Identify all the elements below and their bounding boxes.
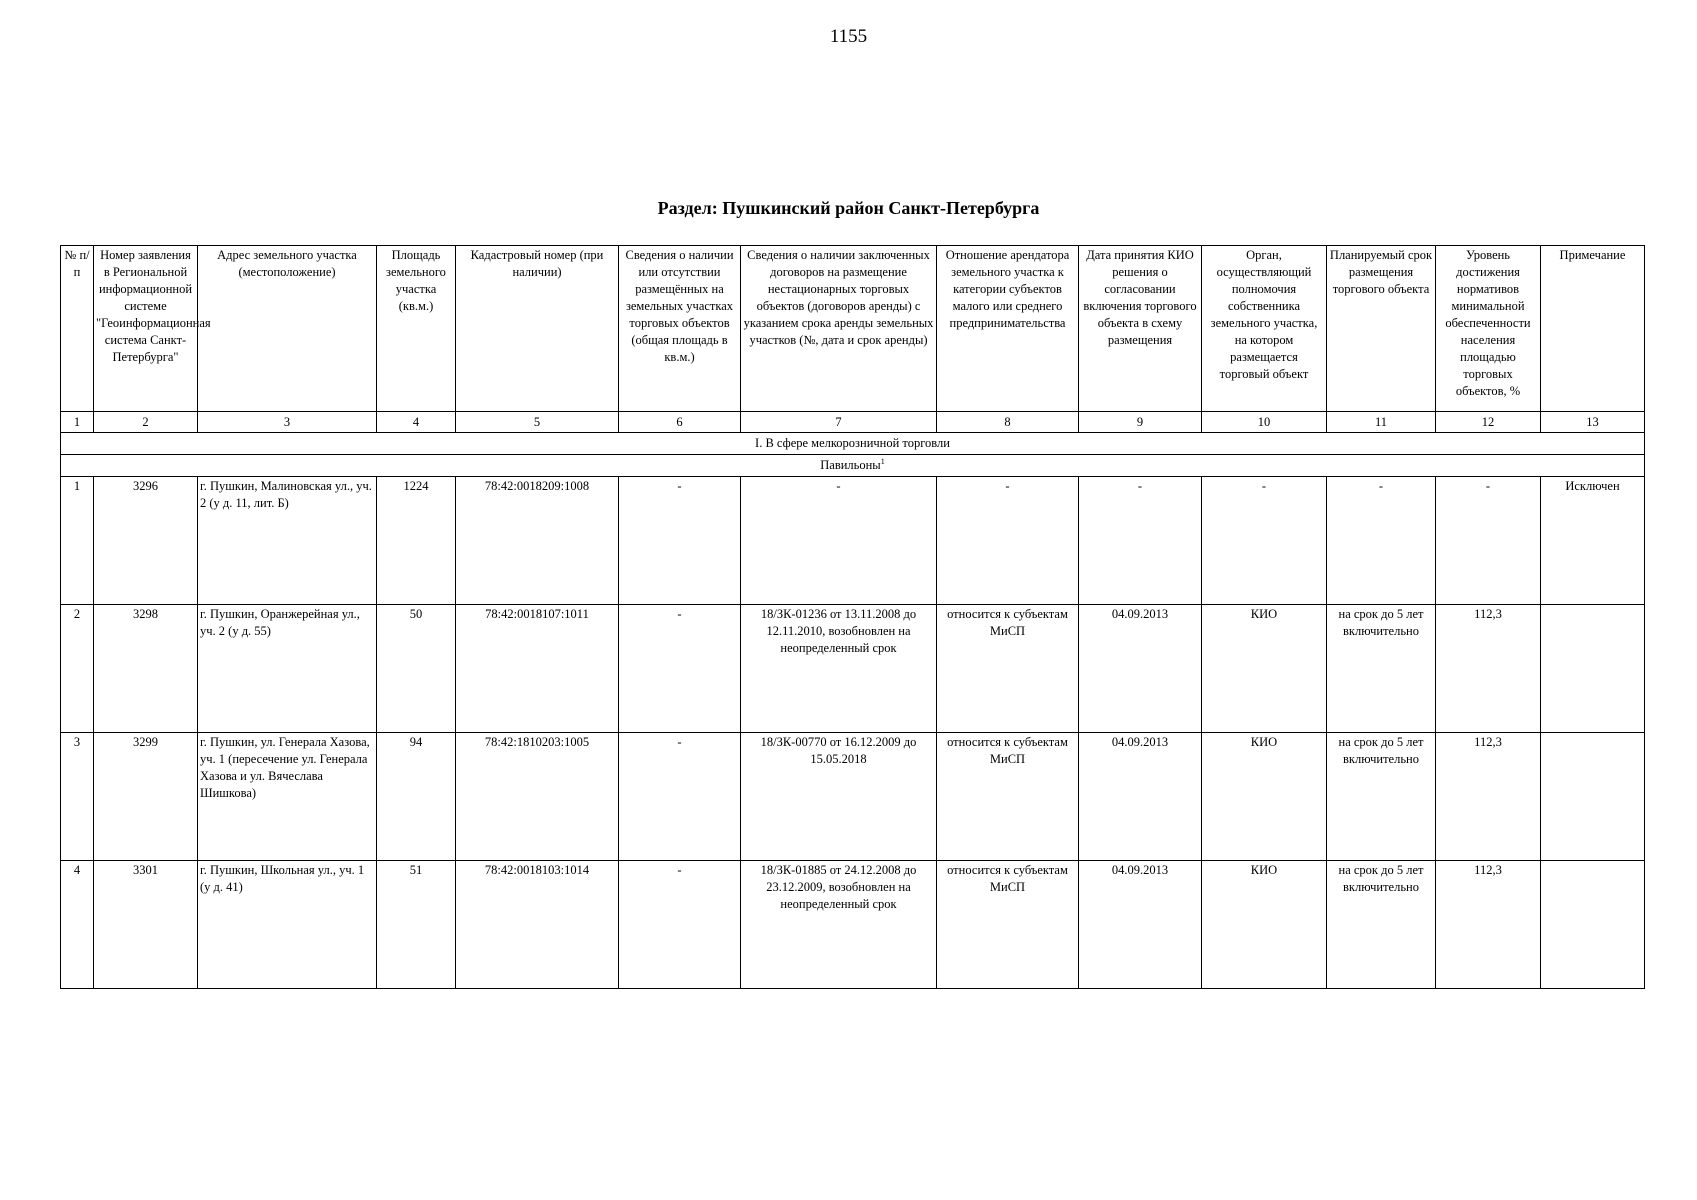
cell-existing: - <box>619 605 741 733</box>
cell-application: 3299 <box>94 733 198 861</box>
section-title: Раздел: Пушкинский район Санкт-Петербурга <box>657 198 1040 218</box>
column-number: 3 <box>198 412 377 433</box>
cell-contracts: - <box>741 477 937 605</box>
footnote-marker: 1 <box>880 456 885 466</box>
table-row <box>61 605 1645 733</box>
cell-term: на срок до 5 лет включительно <box>1327 861 1436 989</box>
header-authority: Орган, осуществляющий полномочия собственника земельного участка, на котором размещается торговый объект <box>1202 246 1327 412</box>
cell-address: г. Пушкин, ул. Генерала Хазова, уч. 1 (пересечение ул. Генерала Хазова и ул. Вячеслава Шишкова) <box>198 733 377 861</box>
cell-authority: КИО <box>1202 733 1327 861</box>
header-contracts: Сведения о наличии заключенных договоров на размещение нестационарных торговых объектов (договоров аренды) с указанием срока аренды земельных участков (№, дата и срок аренды) <box>741 246 937 412</box>
group-row <box>61 433 1645 455</box>
column-number: 1 <box>61 412 94 433</box>
cell-cadastral: 78:42:1810203:1005 <box>456 733 619 861</box>
cell-authority: - <box>1202 477 1327 605</box>
cell-num: 2 <box>61 605 94 733</box>
header-decision-date: Дата принятия КИО решения о согласовании включения торгового объекта в схему размещения <box>1079 246 1202 412</box>
column-number: 11 <box>1327 412 1436 433</box>
cell-area: 50 <box>377 605 456 733</box>
cell-area: 94 <box>377 733 456 861</box>
cell-level: - <box>1436 477 1541 605</box>
header-address: Адрес земельного участка (местоположение) <box>198 246 377 412</box>
page-number: 1155 <box>829 26 868 47</box>
cell-level: 112,3 <box>1436 733 1541 861</box>
cell-decision-date: 04.09.2013 <box>1079 605 1202 733</box>
cell-authority: КИО <box>1202 861 1327 989</box>
column-number: 4 <box>377 412 456 433</box>
cell-area: 1224 <box>377 477 456 605</box>
cell-authority: КИО <box>1202 605 1327 733</box>
cell-num: 4 <box>61 861 94 989</box>
cell-cadastral: 78:42:0018103:1014 <box>456 861 619 989</box>
cell-contracts: 18/ЗК-01885 от 24.12.2008 до 23.12.2009, возобновлен на неопределенный срок <box>741 861 937 989</box>
header-num: № п/п <box>61 246 94 412</box>
column-number: 2 <box>94 412 198 433</box>
cell-smb: относится к субъектам МиСП <box>937 861 1079 989</box>
cell-application: 3296 <box>94 477 198 605</box>
cell-decision-date: 04.09.2013 <box>1079 861 1202 989</box>
group-title: I. В сфере мелкорозничной торговли <box>61 433 1645 455</box>
table-row <box>61 733 1645 861</box>
cell-cadastral: 78:42:0018107:1011 <box>456 605 619 733</box>
header-cadastral-number: Кадастровый номер (при наличии) <box>456 246 619 412</box>
cell-address: г. Пушкин, Малиновская ул., уч. 2 (у д. 11, лит. Б) <box>198 477 377 605</box>
column-numbers-row <box>61 412 1645 433</box>
column-number: 7 <box>741 412 937 433</box>
header-planned-term: Планируемый срок размещения торгового объекта <box>1327 246 1436 412</box>
column-number: 9 <box>1079 412 1202 433</box>
cell-note <box>1541 733 1645 861</box>
table-row <box>61 861 1645 989</box>
trade-objects-table <box>60 245 1645 989</box>
cell-term: на срок до 5 лет включительно <box>1327 605 1436 733</box>
header-note: Примечание <box>1541 246 1645 412</box>
cell-decision-date: 04.09.2013 <box>1079 733 1202 861</box>
cell-existing: - <box>619 477 741 605</box>
column-number: 5 <box>456 412 619 433</box>
table-row <box>61 477 1645 605</box>
column-number: 12 <box>1436 412 1541 433</box>
header-existing-objects: Сведения о наличии или отсутствии размещённых на земельных участках торговых объектов (общая площадь в кв.м.) <box>619 246 741 412</box>
cell-decision-date: - <box>1079 477 1202 605</box>
column-number: 10 <box>1202 412 1327 433</box>
cell-num: 3 <box>61 733 94 861</box>
subgroup-title: Павильоны <box>820 458 881 472</box>
cell-smb: относится к субъектам МиСП <box>937 605 1079 733</box>
header-application-number: Номер заявления в Региональной информационной системе "Геоинформационная система Санкт-Петербурга" <box>94 246 198 412</box>
cell-smb: относится к субъектам МиСП <box>937 733 1079 861</box>
cell-existing: - <box>619 861 741 989</box>
cell-contracts: 18/ЗК-00770 от 16.12.2009 до 15.05.2018 <box>741 733 937 861</box>
subgroup-row <box>61 455 1645 477</box>
cell-note <box>1541 861 1645 989</box>
cell-application: 3301 <box>94 861 198 989</box>
cell-existing: - <box>619 733 741 861</box>
cell-area: 51 <box>377 861 456 989</box>
column-number: 13 <box>1541 412 1645 433</box>
column-number: 8 <box>937 412 1079 433</box>
cell-level: 112,3 <box>1436 861 1541 989</box>
cell-address: г. Пушкин, Оранжерейная ул., уч. 2 (у д. 55) <box>198 605 377 733</box>
cell-smb: - <box>937 477 1079 605</box>
cell-note: Исключен <box>1541 477 1645 605</box>
cell-address: г. Пушкин, Школьная ул., уч. 1 (у д. 41) <box>198 861 377 989</box>
header-provision-level: Уровень достижения нормативов минимальной обеспеченности населения площадью торговых объектов, % <box>1436 246 1541 412</box>
cell-term: - <box>1327 477 1436 605</box>
cell-cadastral: 78:42:0018209:1008 <box>456 477 619 605</box>
table-header-row <box>61 246 1645 412</box>
cell-level: 112,3 <box>1436 605 1541 733</box>
cell-num: 1 <box>61 477 94 605</box>
cell-note <box>1541 605 1645 733</box>
column-number: 6 <box>619 412 741 433</box>
cell-contracts: 18/ЗК-01236 от 13.11.2008 до 12.11.2010, возобновлен на неопределенный срок <box>741 605 937 733</box>
header-smb-category: Отношение арендатора земельного участка к категории субъектов малого или среднего предпринимательства <box>937 246 1079 412</box>
cell-application: 3298 <box>94 605 198 733</box>
subgroup-cell <box>61 455 1645 477</box>
header-area: Площадь земельного участка (кв.м.) <box>377 246 456 412</box>
cell-term: на срок до 5 лет включительно <box>1327 733 1436 861</box>
